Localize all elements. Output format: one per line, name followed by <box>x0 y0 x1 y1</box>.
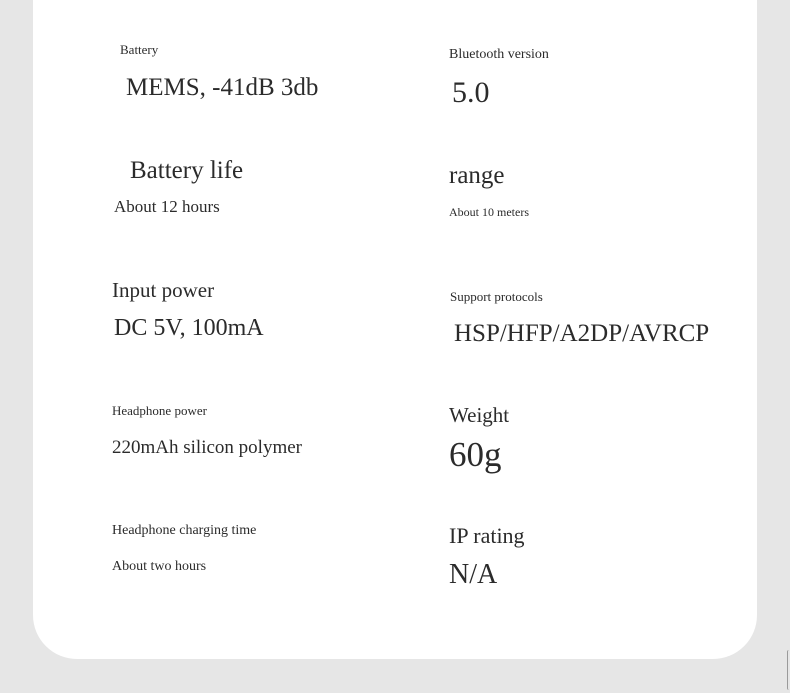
spec-value-range: About 10 meters <box>449 205 529 219</box>
spec-value-support-protocols: HSP/HFP/A2DP/AVRCP <box>454 320 710 347</box>
spec-value-ip-rating: N/A <box>449 559 498 590</box>
spec-label-input-power: Input power <box>112 278 215 302</box>
spec-label-bluetooth-version: Bluetooth version <box>449 47 549 62</box>
spec-value-input-power: DC 5V, 100mA <box>114 315 264 341</box>
spec-label-range: range <box>449 162 505 189</box>
spec-label-weight: Weight <box>449 403 510 427</box>
spec-value-battery: MEMS, -41dB 3db <box>126 74 319 101</box>
spec-label-battery: Battery <box>120 42 159 57</box>
spec-label-battery-life: Battery life <box>130 157 244 184</box>
spec-value-charging-time: About two hours <box>112 559 207 574</box>
spec-label-headphone-power: Headphone power <box>112 403 207 418</box>
spec-value-weight: 60g <box>449 435 502 474</box>
spec-label-charging-time: Headphone charging time <box>112 523 257 538</box>
spec-value-headphone-power: 220mAh silicon polymer <box>112 437 302 458</box>
spec-value-bluetooth-version: 5.0 <box>452 76 490 109</box>
spec-label-ip-rating: IP rating <box>449 523 525 548</box>
spec-value-battery-life: About 12 hours <box>114 197 220 216</box>
spec-label-support-protocols: Support protocols <box>450 289 543 304</box>
